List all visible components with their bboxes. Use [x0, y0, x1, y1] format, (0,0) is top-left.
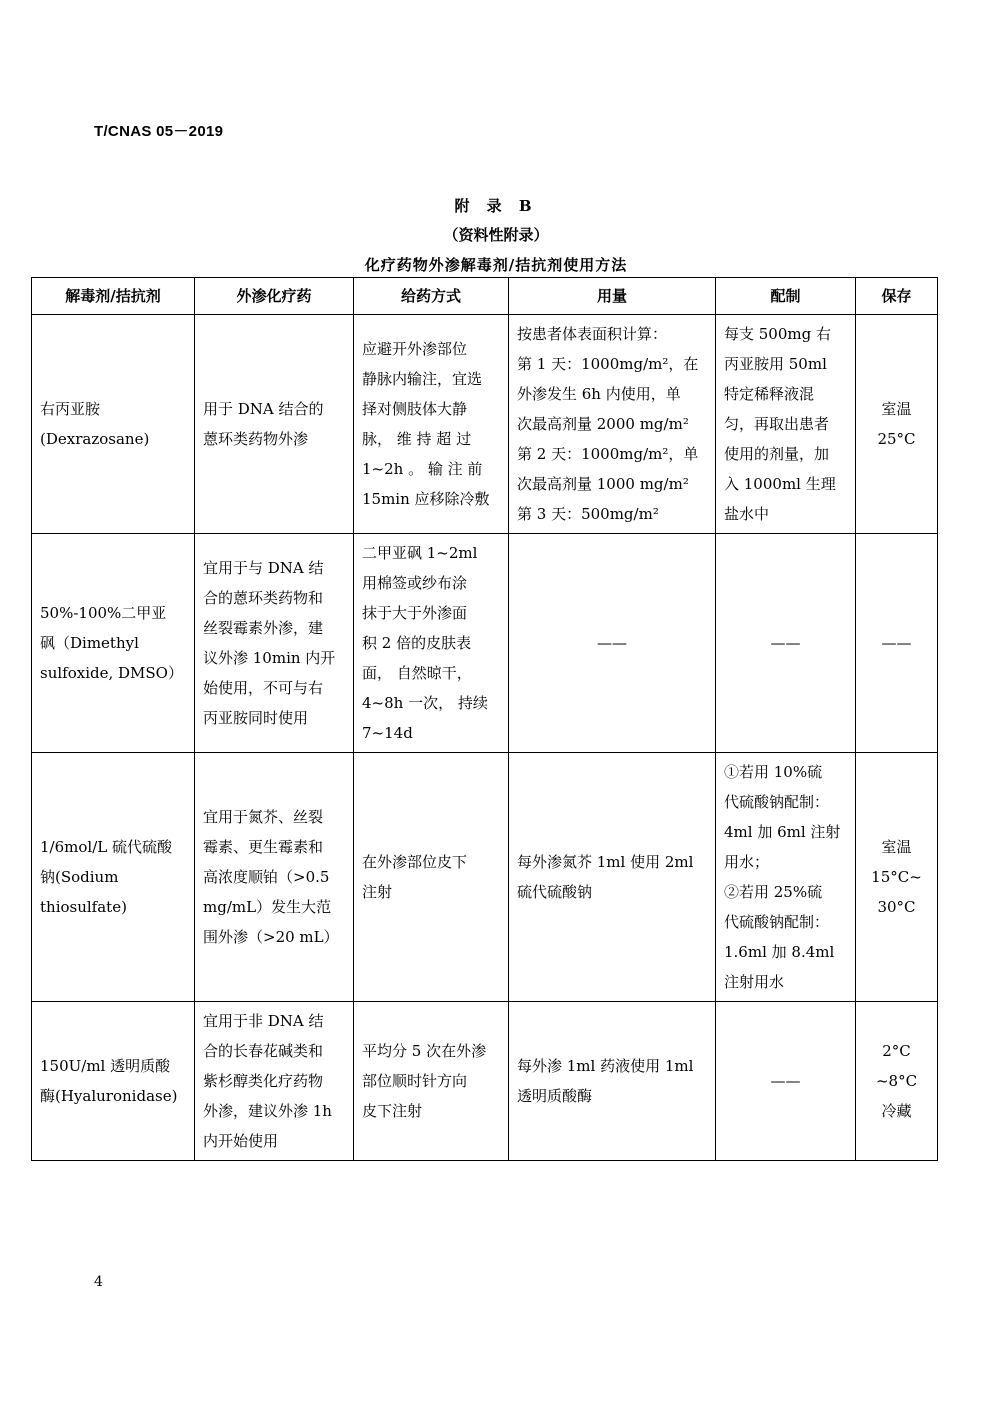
cell-line: 室温 [881, 400, 912, 418]
cell-line: 丙亚胺用 50ml [724, 355, 827, 373]
cell-line: 特定稀释液混 [724, 385, 815, 403]
cell-line: 冷藏 [881, 1102, 912, 1120]
cell-storage [856, 315, 938, 534]
cell-line: mg/mL）发生大范 [203, 898, 332, 916]
cell-line: 7~14d [362, 724, 413, 742]
cell-dose [509, 315, 716, 534]
table-row [32, 315, 938, 534]
cell-line: 合的蒽环类药物和 [203, 589, 324, 607]
cell-line: 代硫酸钠配制： [724, 913, 830, 931]
cell-line: 砜（Dimethyl [40, 634, 139, 652]
cell-line: 始使用，不可与右 [203, 679, 324, 697]
cell-prep [716, 753, 856, 1002]
page-number: 4 [94, 1274, 103, 1290]
cell-line: 议外渗 10min 内开 [203, 649, 336, 667]
appendix-type: （资料性附录） [443, 226, 549, 244]
cell-line: 室温 [881, 838, 912, 856]
col-header-storage: 保存 [856, 278, 938, 315]
cell-prep [716, 534, 856, 753]
standard-number: T/CNAS 05－2019 [94, 123, 224, 140]
cell-line: 15min 应移除冷敷 [362, 490, 490, 508]
cell-line: 抹于大于外渗面 [362, 604, 468, 622]
col-header-admin: 给药方式 [354, 278, 509, 315]
cell-line: 透明质酸酶 [517, 1087, 593, 1105]
table-row [32, 1002, 938, 1161]
cell-line: 平均分 5 次在外渗 [362, 1042, 487, 1060]
cell-drug [195, 753, 354, 1002]
cell-line: 脉， 维 持 超 过 [362, 430, 472, 448]
cell-line: 1.6ml 加 8.4ml [724, 943, 835, 961]
cell-line: 内开始使用 [203, 1132, 279, 1150]
cell-line: 每外渗氮芥 1ml 使用 2ml [517, 853, 694, 871]
cell-line: 按患者体表面积计算： [517, 325, 668, 343]
cell-line: 1/6mol/L 硫代硫酸 [40, 838, 172, 856]
cell-line: 使用的剂量，加 [724, 445, 830, 463]
cell-antidote [32, 753, 195, 1002]
cell-line: 15°C~ [871, 868, 922, 886]
cell-line: 合的长春花碱类和 [203, 1042, 324, 1060]
col-header-drug: 外渗化疗药 [195, 278, 354, 315]
table-title: 化疗药物外渗解毒剂/拮抗剂使用方法 [364, 256, 628, 274]
col-header-dose: 用量 [509, 278, 716, 315]
cell-line: 4~8h 一次， 持续 [362, 694, 488, 712]
cell-line: 注射 [362, 883, 393, 901]
cell-line: 高浓度顺铂（>0.5 [203, 868, 330, 886]
cell-line: 次最高剂量 2000 mg/m² [517, 415, 689, 433]
cell-line: 用水； [724, 853, 770, 871]
cell-line: 代硫酸钠配制： [724, 793, 830, 811]
cell-line: 第 2 天：1000mg/m²，单 [517, 445, 699, 463]
cell-line: 1~2h 。 输 注 前 [362, 460, 483, 478]
appendix-label: 附 录 B [454, 197, 538, 215]
empty-dash: —— [770, 634, 801, 652]
cell-line: 应避开外渗部位 [362, 340, 468, 358]
cell-line: sulfoxide, DMSO） [40, 664, 183, 682]
cell-dose [509, 534, 716, 753]
cell-line: 二甲亚砜 1~2ml [362, 544, 478, 562]
table-row [32, 534, 938, 753]
cell-line: 部位顺时针方向 [362, 1072, 468, 1090]
cell-line: 30°C [877, 898, 916, 916]
cell-line: thiosulfate) [40, 898, 127, 916]
cell-line: 丙亚胺同时使用 [203, 709, 309, 727]
cell-line: (Dexrazosane) [40, 430, 150, 448]
cell-line: 积 2 倍的皮肤表 [362, 634, 472, 652]
cell-storage [856, 753, 938, 1002]
col-header-antidote: 解毒剂/拮抗剂 [32, 278, 195, 315]
cell-line: 4ml 加 6ml 注射 [724, 823, 841, 841]
cell-line: 25°C [877, 430, 916, 448]
cell-line: 注射用水 [724, 973, 785, 991]
cell-line: 蒽环类药物外渗 [203, 430, 309, 448]
cell-line: 匀，再取出患者 [724, 415, 830, 433]
cell-line: 霉素、更生霉素和 [203, 838, 324, 856]
cell-prep [716, 1002, 856, 1161]
cell-storage [856, 534, 938, 753]
cell-drug [195, 534, 354, 753]
cell-line: 宜用于与 DNA 结 [203, 559, 324, 577]
table-row [32, 753, 938, 1002]
col-header-prep: 配制 [716, 278, 856, 315]
cell-dose [509, 753, 716, 1002]
cell-line: 在外渗部位皮下 [362, 853, 468, 871]
empty-dash: —— [881, 634, 912, 652]
cell-line: 静脉内输注，宜选 [362, 370, 483, 388]
cell-line: 用于 DNA 结合的 [203, 400, 324, 418]
cell-line: 围外渗（>20 mL） [203, 928, 339, 946]
cell-line: 入 1000ml 生理 [724, 475, 836, 493]
empty-dash: —— [597, 634, 627, 652]
cell-line: ②若用 25%硫 [724, 883, 823, 901]
cell-antidote [32, 315, 195, 534]
cell-line: 外渗发生 6h 内使用，单 [517, 385, 681, 403]
cell-admin [354, 1002, 509, 1161]
cell-line: 次最高剂量 1000 mg/m² [517, 475, 689, 493]
cell-admin [354, 534, 509, 753]
cell-line: 右丙亚胺 [40, 400, 101, 418]
cell-line: 硫代硫酸钠 [517, 883, 593, 901]
cell-line: 酶(Hyaluronidase) [40, 1087, 178, 1105]
cell-line: 择对侧肢体大静 [362, 400, 468, 418]
cell-line: 皮下注射 [362, 1102, 423, 1120]
cell-line: 每支 500mg 右 [724, 325, 831, 343]
empty-dash: —— [770, 1072, 801, 1090]
cell-dose [509, 1002, 716, 1161]
cell-line: 每外渗 1ml 药液使用 1ml [517, 1057, 694, 1075]
cell-line: 紫杉醇类化疗药物 [203, 1072, 324, 1090]
cell-line: 丝裂霉素外渗，建 [203, 619, 324, 637]
cell-line: 第 1 天：1000mg/m²，在 [517, 355, 699, 373]
antidote-table [31, 277, 938, 1161]
cell-line: ①若用 10%硫 [724, 763, 823, 781]
cell-line: 第 3 天：500mg/m² [517, 505, 659, 523]
cell-line: 宜用于非 DNA 结 [203, 1012, 324, 1030]
cell-antidote [32, 534, 195, 753]
cell-line: ~8°C [875, 1072, 918, 1090]
cell-line: 面， 自然晾干， [362, 664, 472, 682]
cell-line: 2°C [882, 1042, 911, 1060]
cell-line: 用棉签或纱布涂 [362, 574, 468, 592]
cell-admin [354, 315, 509, 534]
cell-line: 盐水中 [724, 505, 770, 523]
cell-drug [195, 315, 354, 534]
cell-line: 150U/ml 透明质酸 [40, 1057, 171, 1075]
cell-line: 钠(Sodium [40, 868, 119, 886]
cell-line: 外渗，建议外渗 1h [203, 1102, 332, 1120]
cell-drug [195, 1002, 354, 1161]
cell-storage [856, 1002, 938, 1161]
cell-prep [716, 315, 856, 534]
cell-admin [354, 753, 509, 1002]
cell-line: 50%-100%二甲亚 [40, 604, 167, 622]
cell-antidote [32, 1002, 195, 1161]
table-header-row [32, 278, 938, 315]
cell-line: 宜用于氮芥、丝裂 [203, 808, 324, 826]
